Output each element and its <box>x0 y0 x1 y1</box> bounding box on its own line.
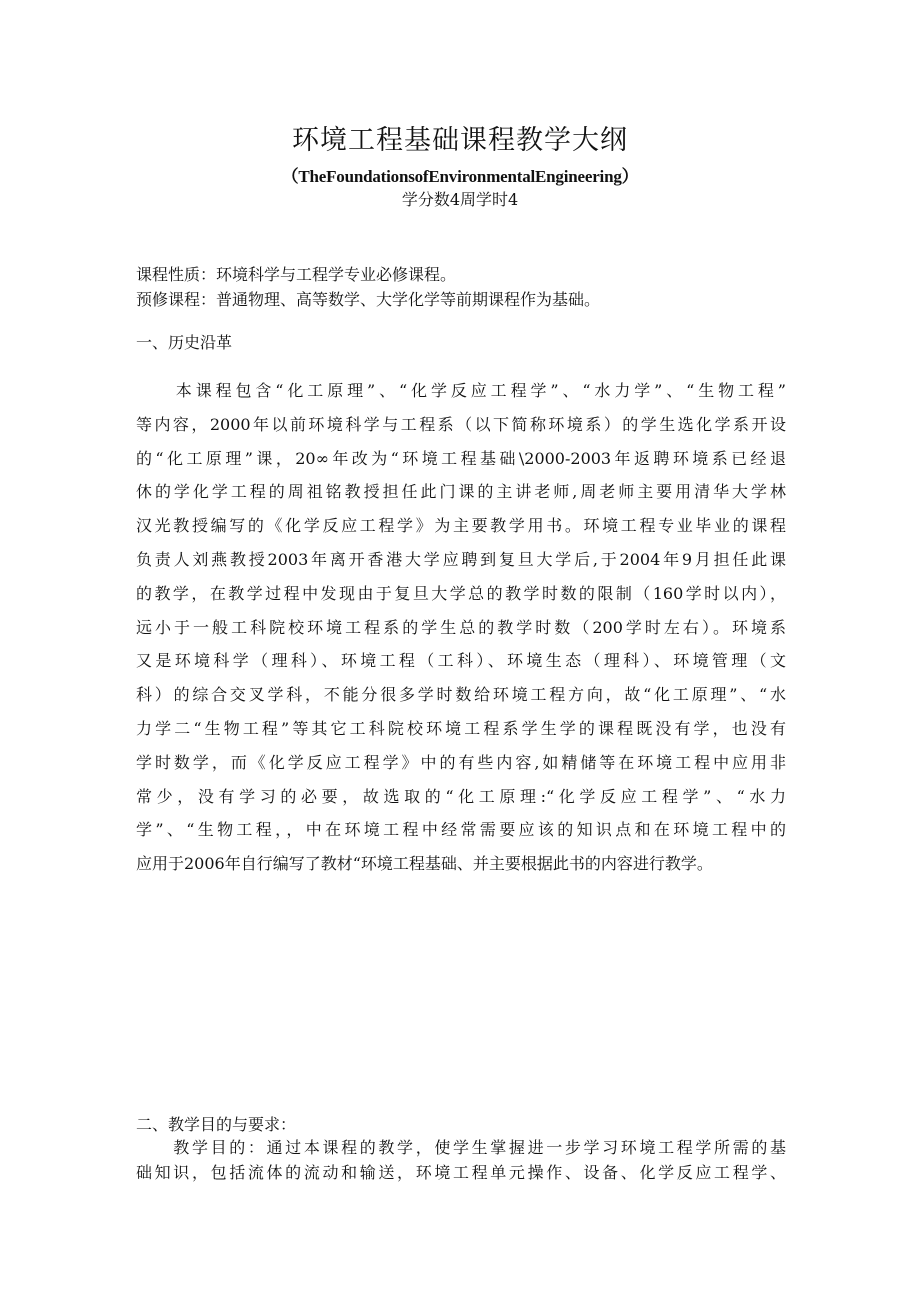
paragraph-line: 的教学，在教学过程中发现由于复旦大学总的教学时数的限制（160学时以内）， <box>136 583 786 603</box>
section-heading-objectives: 二、教学目的与要求： <box>136 1115 297 1134</box>
paragraph-line: 远小于一般工科院校环境工程系的学生总的教学时数（200学时左右）。环境系 <box>136 617 786 637</box>
prerequisites: 预修课程：普通物理、高等数学、大学化学等前期课程作为基础。 <box>136 290 601 309</box>
paragraph-line: 力学二“生物工程”等其它工科院校环境工程系学生学的课程既没有学，也没有 <box>136 718 786 738</box>
history-paragraph <box>136 374 786 881</box>
document-title: 环境工程基础课程教学大纲 <box>292 125 628 156</box>
paragraph-line: 应用于2006年自行编写了教材“环境工程基础、并主要根据此书的内容进行教学。 <box>136 854 713 874</box>
paragraph-line: 学时数学，而《化学反应工程学》中的有些内容,如精储等在环境工程中应用非 <box>136 752 786 772</box>
paragraph-line: 负责人刘燕教授2003年离开香港大学应聘到复旦大学后,于2004年9月担任此课 <box>136 549 786 569</box>
paragraph-line: 学”、“生物工程，，中在环境工程中经常需要应该的知识点和在环境工程中的 <box>136 820 786 840</box>
paragraph-line: 等内容，2000年以前环境科学与工程系（以下简称环境系）的学生选化学系开设 <box>136 414 786 434</box>
paragraph-line: 的“化工原理”课，20∞年改为“环境工程基础\2000-2003年返聘环境系已经退 <box>136 448 786 468</box>
paragraph-line: 又是环境科学（理科）、环境工程（工科）、环境生态（理科）、环境管理（文 <box>136 651 786 671</box>
course-meta <box>136 262 796 312</box>
credits-line: 学分数4周学时4 <box>401 190 519 209</box>
section-heading-history: 一、历史沿革 <box>136 333 233 352</box>
paragraph-line: 教学目的：通过本课程的教学，使学生掌握进一步学习环境工程学所需的基 <box>136 1138 786 1157</box>
paragraph-line: 科）的综合交叉学科，不能分很多学时数给环境工程方向，故“化工原理”、“水 <box>136 685 786 705</box>
objectives-paragraph <box>136 1135 786 1185</box>
paragraph-line: 汉光教授编写的《化学反应工程学》为主要教学用书。环境工程专业毕业的课程 <box>136 516 786 536</box>
paragraph-line: 本课程包含“化工原理”、“化学反应工程学”、“水力学”、“生物工程” <box>136 381 786 400</box>
paragraph-line: 休的学化学工程的周祖铭教授担任此门课的主讲老师,周老师主要用清华大学林 <box>136 482 786 502</box>
english-title: （TheFoundationsofEnvironmentalEngineering） <box>281 167 639 186</box>
paragraph-line: 础知识，包括流体的流动和输送，环境工程单元操作、设备、化学反应工程学、 <box>136 1163 786 1182</box>
paragraph-line: 常少，没有学习的必要，故选取的“化工原理:“化学反应工程学”、“水力 <box>136 786 786 806</box>
course-nature: 课程性质：环境科学与工程学专业必修课程。 <box>136 265 457 284</box>
